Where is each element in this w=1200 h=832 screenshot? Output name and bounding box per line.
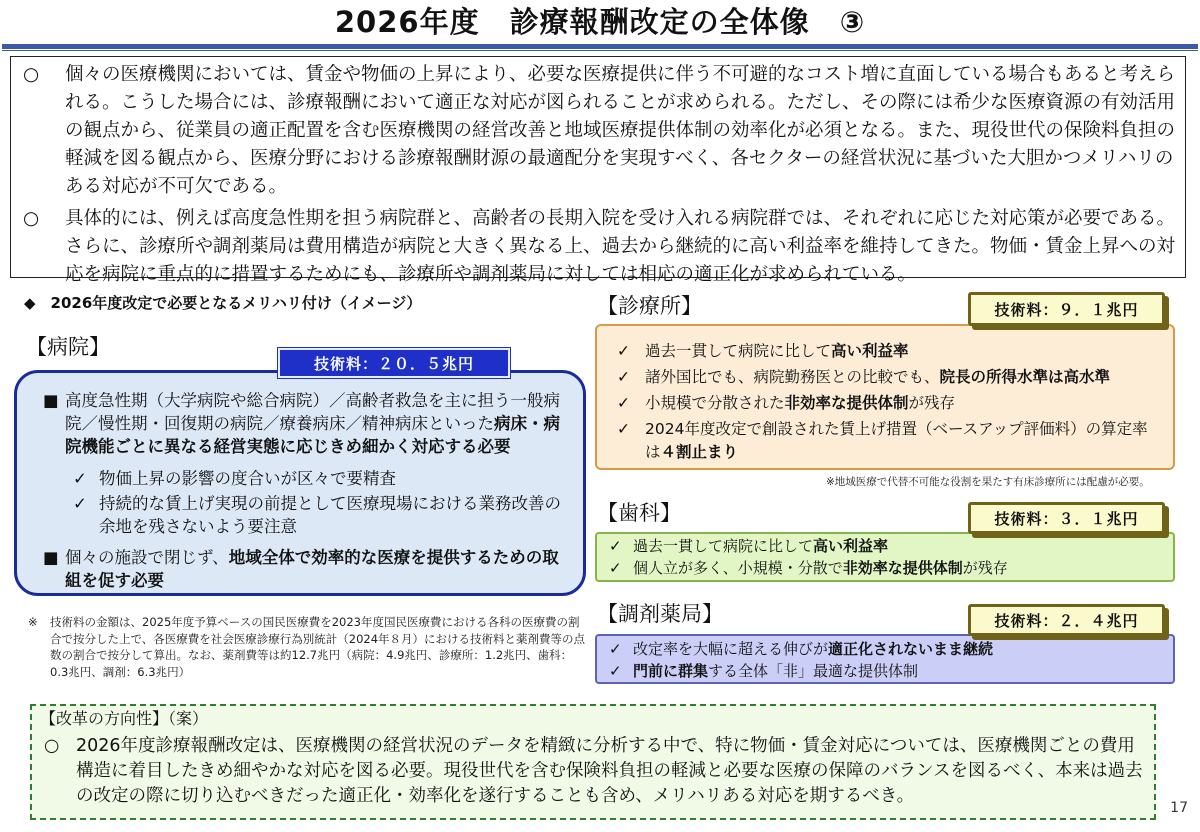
clinic-row-4	[611, 418, 1161, 464]
hospital-point-2	[43, 546, 569, 592]
clinic-row-1-bold: 高い利益率	[831, 342, 909, 360]
pharmacy-row-2	[609, 660, 1161, 682]
clinic-row-3-text: 小規模で分散された	[645, 394, 785, 412]
clinic-row-1-text: 過去一貫して病院に比して	[645, 342, 832, 360]
check-icon: ✓	[609, 537, 622, 555]
page-number: 17	[1170, 800, 1188, 816]
circle-bullet-icon: ○	[23, 64, 40, 85]
reform-heading: 【改革の方向性】（案）	[40, 709, 209, 728]
pharmacy-label: 【調剤薬局】	[597, 602, 723, 626]
clinic-row-3	[611, 392, 1161, 415]
clinic-row-3-tail: が残存	[908, 394, 956, 412]
hospital-label: 【病院】	[26, 335, 110, 359]
check-icon: ✓	[617, 420, 630, 438]
pharmacy-row-1-bold: 適正化されないまま継続	[828, 640, 994, 658]
hospital-check-2	[43, 492, 569, 538]
dental-row-1-bold: 高い利益率	[813, 537, 889, 555]
reform-item	[40, 734, 1146, 809]
footnote	[28, 614, 588, 680]
check-icon: ✓	[609, 640, 622, 658]
dental-box	[595, 532, 1175, 582]
intro-paragraph-1	[21, 61, 1175, 201]
intro-text-2: 具体的には、例えば高度急性期を担う病院群と、高齢者の長期入院を受け入れる病院群では、それぞれに応じた対応策が必要である。さらに、診療所や調剤薬局は費用構造が病院と大きく異なる上、過去から継続的に高い利益率を維持してきた。物価・賃金上昇への対応を病院に重点的に措置するためにも、診療所や調剤薬局に対しては相応の適正化が求められている。	[65, 208, 1176, 285]
dental-row-1	[609, 535, 1161, 557]
clinic-row-2-text: 諸外国比でも、病院勤務医との比較でも、	[645, 368, 940, 386]
circle-bullet-icon: ○	[44, 736, 60, 756]
hospital-check-1	[43, 467, 569, 490]
check-icon: ✓	[617, 342, 630, 360]
pharmacy-row-1	[609, 638, 1161, 660]
hospital-point-1-text: 高度急性期（大学病院や総合病院）／高齢者救急を主に担う一般病院／慢性期・回復期の病院／療養病床／精神病床といった	[65, 391, 560, 433]
clinic-row-3-bold: 非効率な提供体制	[784, 394, 909, 412]
hospital-check-1-text: 物価上昇の影響の度合いが区々で要精査	[99, 469, 396, 488]
title-rule	[2, 44, 1198, 49]
intro-box	[10, 56, 1186, 285]
clinic-footnote: ※地域医療で代替不可能な役割を果たす有床診療所には配慮が必要。	[826, 476, 1150, 488]
clinic-label: 【診療所】	[597, 294, 702, 318]
check-icon: ✓	[609, 559, 622, 577]
pharmacy-row-2-bold: 門前に群集	[633, 662, 709, 680]
hospital-check-2-text: 持続的な賃上げ実現の前提として医療現場における業務改善の余地を残さないよう要注意	[99, 494, 561, 536]
dental-cost-badge: 技術料：３．１兆円	[968, 502, 1165, 534]
hospital-cost-badge: 技術料：２０．５兆円	[278, 348, 510, 378]
square-bullet-icon: ■	[43, 548, 59, 567]
hospital-point-2-text: 個々の施設で閉じず、	[65, 548, 229, 567]
check-icon: ✓	[617, 394, 630, 412]
dental-row-2	[609, 557, 1161, 579]
clinic-row-4-text: 2024年度改定で創設された賃上げ措置（ベースアップ評価料）の算定率は	[645, 420, 1148, 461]
clinic-row-1	[611, 340, 1161, 363]
section-heading: ◆ 2026年度改定で必要となるメリハリ付け（イメージ）	[24, 294, 422, 312]
dental-row-2-text: 個人立が多く、小規模・分散で	[633, 559, 843, 577]
pharmacy-row-1-text: 改定率を大幅に超える伸びが	[633, 640, 829, 658]
title-rule-thin	[2, 50, 1198, 51]
hospital-point-1-bold: 病床・病院機能ごとに異なる経営実態に応じきめ細かく対応する必要	[65, 414, 560, 456]
footnote-text: 技術料の金額は、2025年度予算ベースの国民医療費を2023年度国民医療費における各科の医療費の割合で按分した上で、各医療費を社会医療診療行為別統計（2024年８月）における技術料と薬剤費等の点数の割合で按分して算出。なお、薬剤費等は約12.7兆円（病院：4.9兆円、診療所：1.2兆円、歯科：0.3兆円、調剤：6.3兆円）	[50, 615, 586, 679]
dental-row-1-text: 過去一貫して病院に比して	[633, 537, 814, 555]
hospital-point-1	[43, 389, 569, 458]
note-mark: ※	[28, 615, 38, 629]
dental-row-2-bold: 非効率な提供体制	[842, 559, 963, 577]
clinic-row-2-bold: 院長の所得水準は高水準	[939, 368, 1111, 386]
intro-paragraph-2	[21, 205, 1175, 289]
pharmacy-box	[595, 634, 1175, 684]
page-title: 2026年度 診療報酬改定の全体像 ③	[334, 5, 866, 39]
pharmacy-row-2-text: する全体「非」最適な提供体制	[708, 662, 919, 680]
check-icon: ✓	[73, 494, 87, 513]
check-icon: ✓	[609, 662, 622, 680]
check-icon: ✓	[73, 469, 87, 488]
clinic-row-4-bold: ４割止まり	[660, 443, 739, 461]
reform-text: 2026年度診療報酬改定は、医療機関の経営状況のデータを精緻に分析する中で、特に物価・賃金対応については、医療機関ごとの費用構造に着目したきめ細やかな対応を図る必要。現役世代を含む保険料負担の軽減と必要な医療の保障のバランスを図るべく、本来は過去の改定の際に切り込むべきだった適正化・効率化を遂行することも含め、メリハリある対応を期するべき。	[76, 736, 1143, 806]
square-bullet-icon: ■	[43, 391, 59, 410]
hospital-box	[14, 370, 586, 596]
dental-row-2-tail: が残存	[962, 559, 1008, 577]
intro-text-1: 個々の医療機関においては、賃金や物価の上昇により、必要な医療提供に伴う不可避的なコスト増に直面している場合もあると考えられる。こうした場合には、診療報酬において適正な対応が図られることが求められる。ただし、その際には希少な医療資源の有効活用の観点から、従業員の適正配置を含む医療機関の経営改善と地域医療提供体制の効率化が必須となる。また、現役世代の保険料負担の軽減を図る観点から、医療分野における診療報酬財源の最適配分を実現すべく、各セクターの経営状況に基づいた大胆かつメリハリのある対応が不可欠である。	[65, 64, 1176, 197]
dental-label: 【歯科】	[597, 501, 681, 525]
circle-bullet-icon: ○	[23, 208, 40, 229]
pharmacy-cost-badge: 技術料：２．４兆円	[968, 604, 1165, 636]
clinic-box	[595, 324, 1175, 470]
reform-box	[30, 704, 1156, 820]
clinic-row-2	[611, 366, 1161, 389]
clinic-cost-badge: 技術料：９．１兆円	[968, 292, 1165, 326]
check-icon: ✓	[617, 368, 630, 386]
hospital-point-2-bold: 地域全体で効率的な医療を提供するための取組を促す必要	[65, 548, 559, 590]
